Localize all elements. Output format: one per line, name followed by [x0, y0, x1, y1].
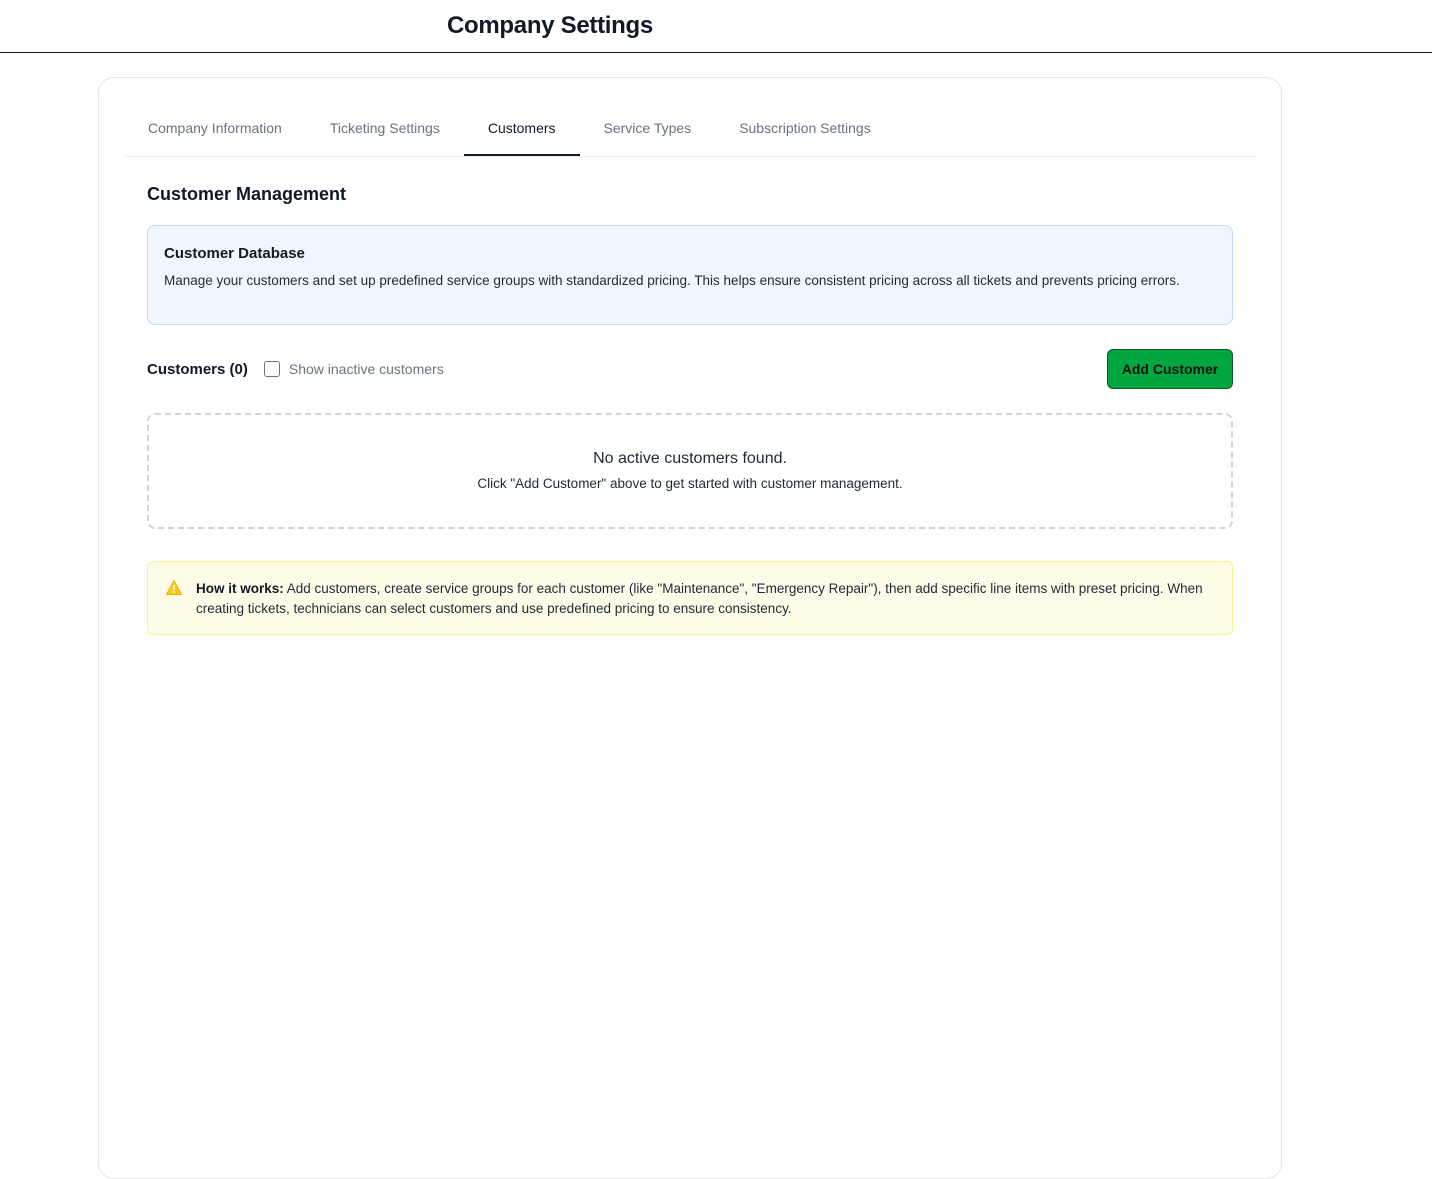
tab-customers[interactable]: Customers — [464, 100, 580, 156]
note-label: How it works: — [196, 581, 284, 596]
empty-subtitle: Click "Add Customer" above to get started with customer management. — [477, 476, 903, 491]
tab-ticketing-settings[interactable]: Ticketing Settings — [329, 120, 440, 136]
info-text: Manage your customers and set up predefined service groups with standardized pricing. This helps ensure consistent pricing across all tickets and prevents pricing errors. — [164, 273, 1180, 288]
tab-subscription-settings[interactable]: Subscription Settings — [739, 120, 871, 136]
info-box — [147, 225, 1233, 325]
customers-count: Customers (0) — [147, 360, 248, 378]
show-inactive-checkbox[interactable] — [264, 361, 280, 377]
customers-toolbar — [147, 349, 1233, 389]
warning-icon — [166, 580, 182, 595]
tab-company-information[interactable]: Company Information — [148, 120, 282, 136]
settings-tabs — [124, 100, 1256, 157]
empty-title: No active customers found. — [593, 450, 787, 467]
how-it-works-note — [147, 561, 1233, 635]
show-inactive-label[interactable]: Show inactive customers — [288, 361, 444, 377]
settings-card — [98, 77, 1282, 1179]
add-customer-button[interactable]: Add Customer — [1107, 349, 1233, 389]
empty-state — [147, 413, 1233, 529]
page-title: Company Settings — [447, 12, 653, 39]
info-title: Customer Database — [164, 245, 305, 262]
tab-service-types[interactable]: Service Types — [603, 120, 692, 136]
customers-panel — [147, 184, 1233, 635]
note-text: Add customers, create service groups for each customer (like "Maintenance", "Emergency Repair"), then add specific line items with preset pricing. When creating tickets, technicians can select customers and use predefined pricing to ensure consistency. — [196, 581, 1203, 616]
section-title: Customer Management — [147, 184, 347, 204]
page-header — [0, 0, 1432, 53]
